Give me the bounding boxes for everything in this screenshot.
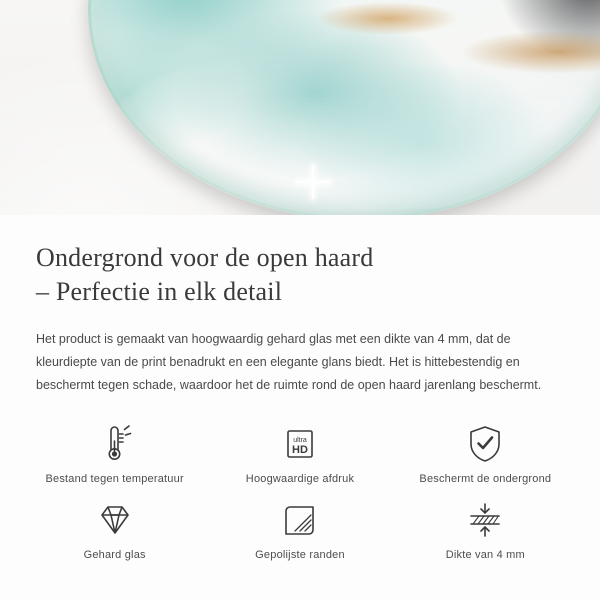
feature-label: Dikte van 4 mm (445, 549, 525, 561)
thermometer-icon (98, 421, 132, 467)
headline-line-1: Ondergrond voor de open haard (36, 243, 374, 272)
feature-item-thickness (393, 497, 578, 561)
feature-label: Gehard glas (83, 549, 146, 561)
feature-label: Gepolijste randen (255, 549, 345, 561)
page-title (36, 241, 564, 310)
ultra-hd-icon (280, 421, 320, 467)
feature-item-tempered-glass (22, 497, 207, 561)
feature-label: Beschermt de ondergrond (419, 473, 552, 485)
svg-text:HD: HD (292, 444, 308, 456)
diamond-icon (95, 497, 135, 543)
description-paragraph: Het product is gemaakt van hoogwaardig gehard glas met een dikte van 4 mm, dat de kleurdiepte van de print benadrukt en een elegante glans biedt. Het is hittebestendig en beschermt tegen schade, waardoor het de ruimte rond de open haard jarenlang beschermt. (36, 331, 542, 392)
feature-item-temperature (22, 421, 207, 485)
shield-check-icon (466, 421, 504, 467)
feature-item-polished-edges (207, 497, 392, 561)
thickness-icon (464, 497, 506, 543)
round-glass-panel (88, 0, 600, 215)
feature-item-print-quality (207, 421, 392, 485)
feature-grid (0, 421, 600, 561)
hero-image (0, 0, 600, 215)
feature-label: Bestand tegen temperatuur (45, 473, 184, 485)
text-content (0, 215, 600, 397)
headline-line-2: – Perfectie in elk detail (36, 277, 283, 307)
feature-label: Hoogwaardige afdruk (245, 473, 355, 485)
feature-item-surface-protection (393, 421, 578, 485)
polished-edges-icon (281, 497, 319, 543)
svg-text:ultra: ultra (293, 437, 307, 444)
